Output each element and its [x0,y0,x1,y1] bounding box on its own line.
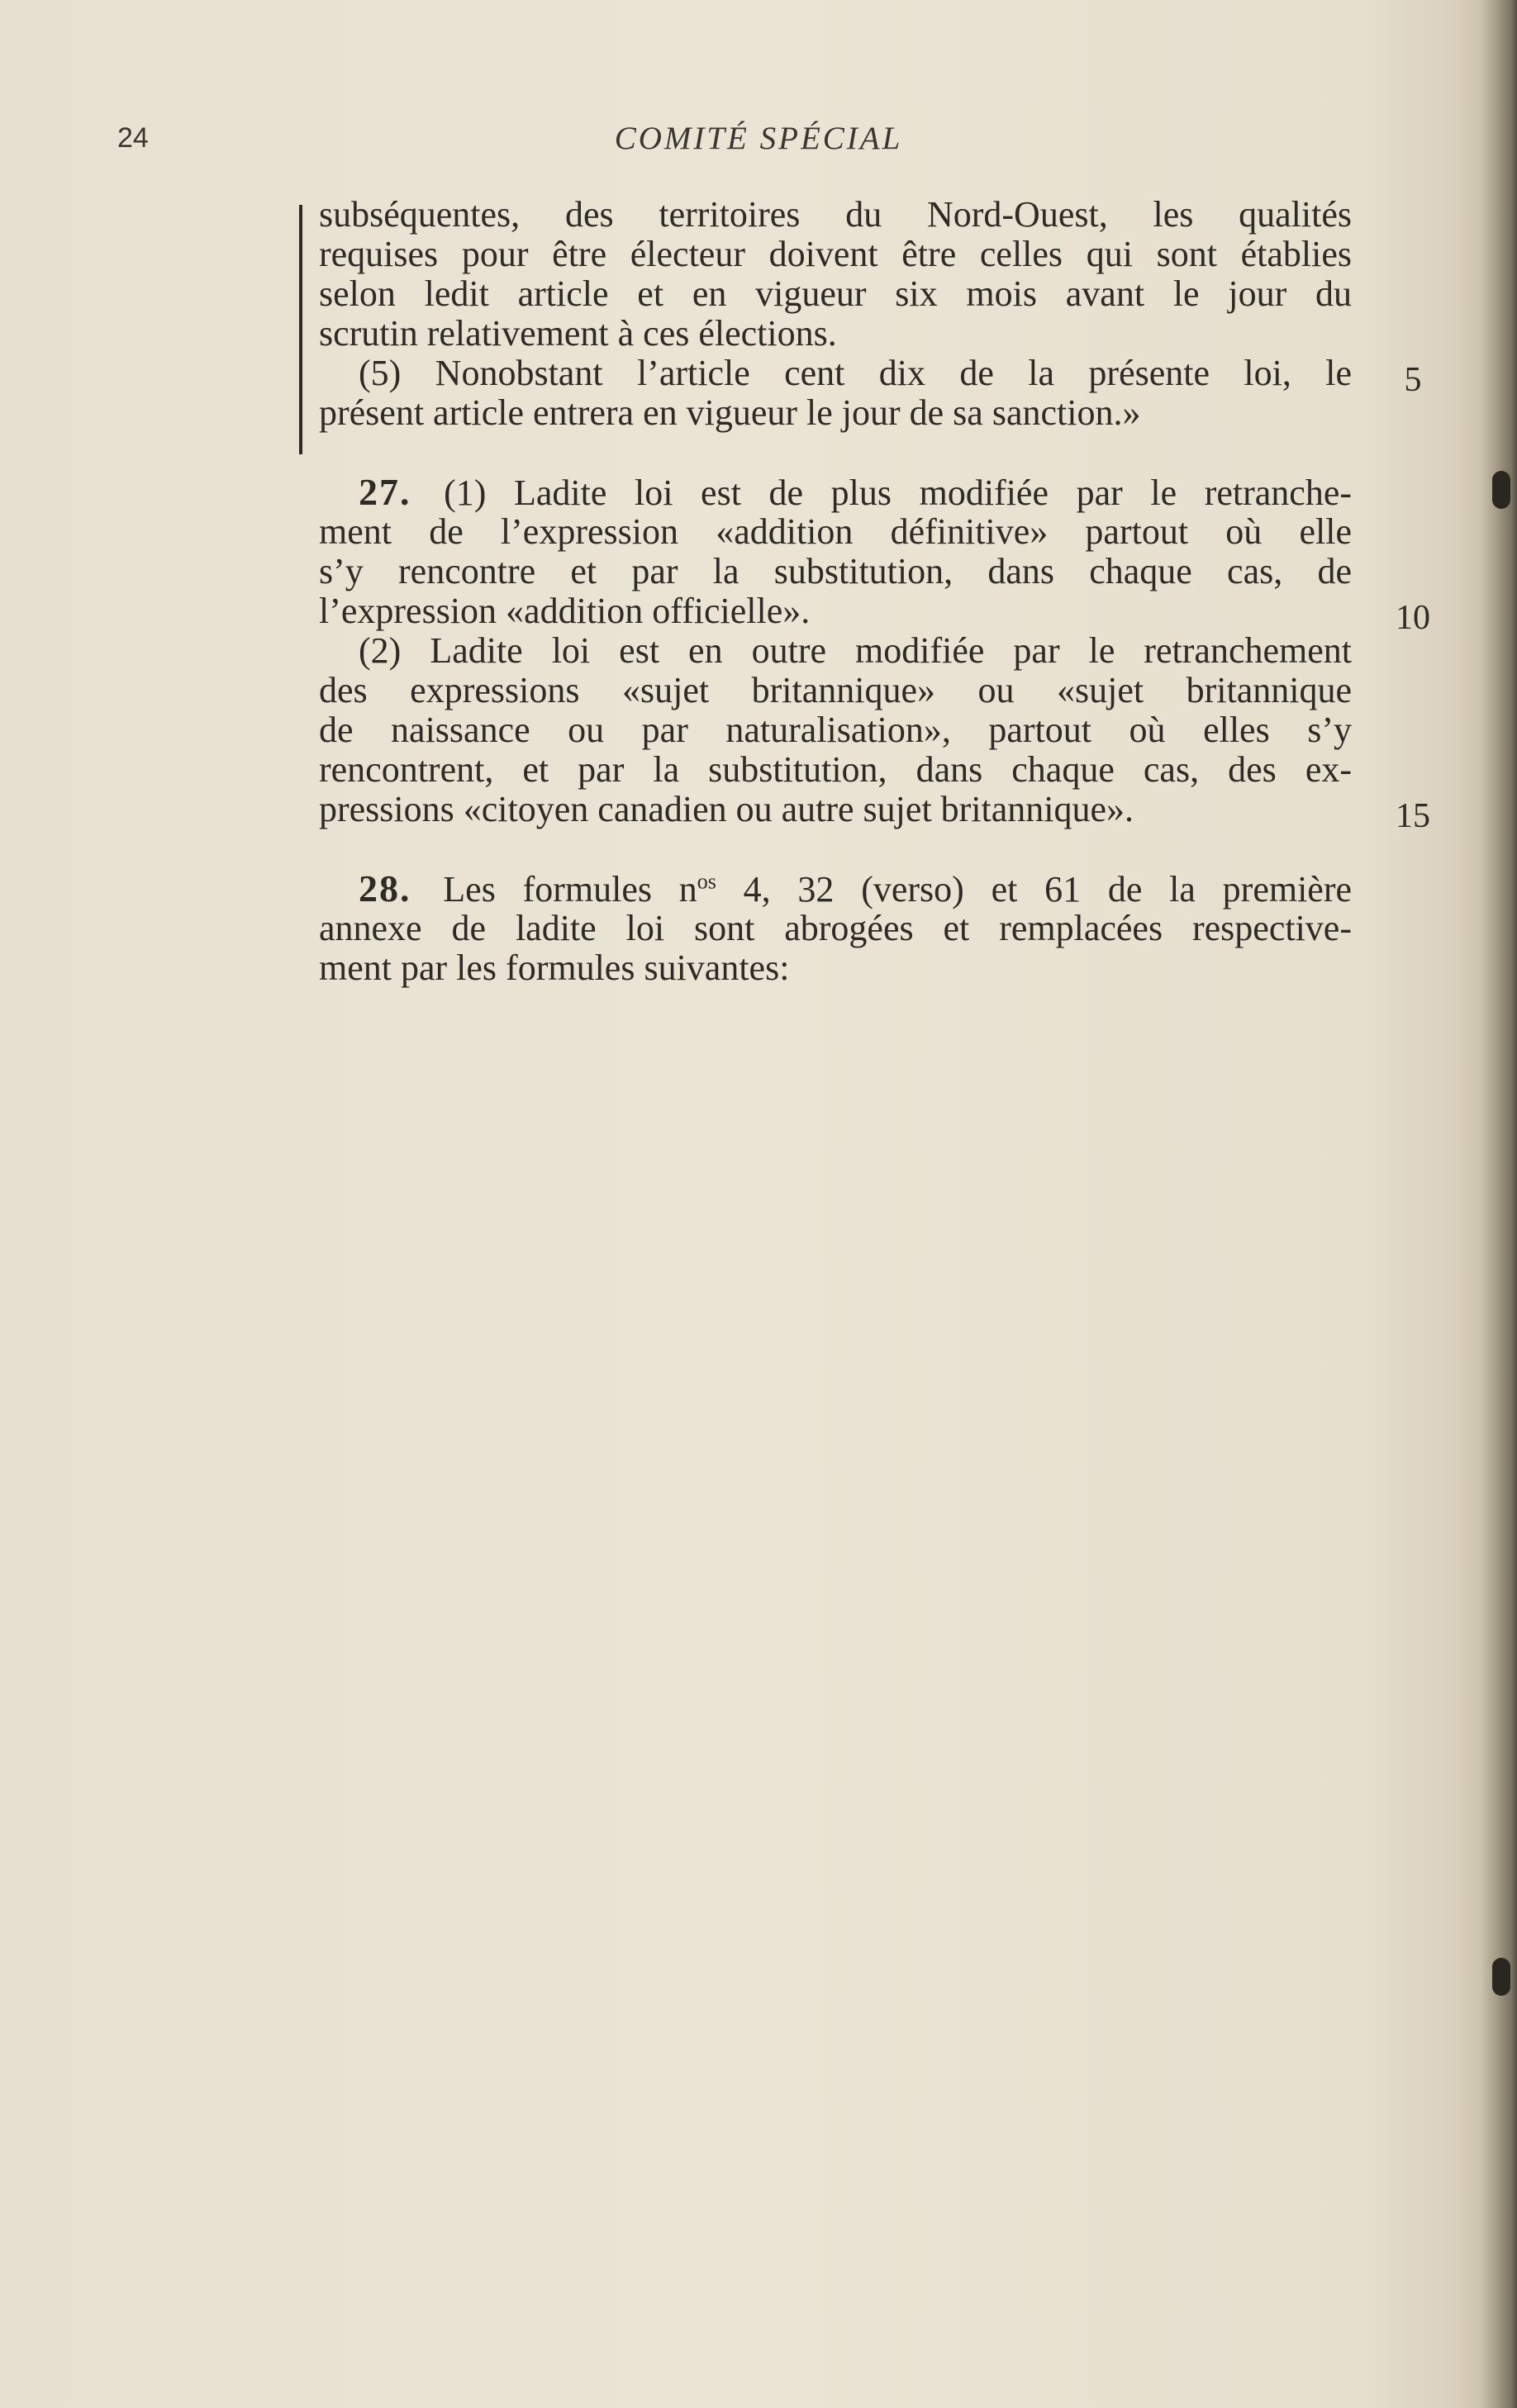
text-fragment: 4, 32 (verso) et 61 de la première [716,869,1353,910]
text-line: requises pour être électeur doivent être celles qui sont établies [319,234,1352,274]
text-line: selon ledit article et en vigueur six mois avant le jour du [319,273,1352,314]
text-line: scrutin relativement à ces élections. [319,313,837,354]
superscript: os [697,869,716,894]
section-27-first-line [319,473,1352,512]
text-line: présent article entrera en vigueur le jour de sa sanction.» [319,392,1141,433]
body-text [319,195,1352,988]
text-line: pressions «citoyen canadien ou autre sujet britannique». [319,789,1134,829]
change-bar [299,205,302,454]
text-line: de naissance ou par naturalisation», partout où elles s’y [319,710,1352,750]
binding-hole-top [1492,471,1510,509]
line-number-10: 10 [1396,599,1430,637]
line-number-15: 15 [1396,797,1430,835]
text-line: rencontrent, et par la substitution, dans chaque cas, des ex- [319,749,1352,790]
section-28-first-line [319,869,1352,909]
text-line: annexe de ladite loi sont abrogées et remplacées respective- [319,908,1352,948]
text-line: s’y rencontre et par la substitution, dans chaque cas, de [319,551,1352,591]
text-line: (2) Ladite loi est en outre modifiée par le retranchement [359,630,1352,671]
text-line: subséquentes, des territoires du Nord-Ouest, les qualités [319,194,1352,235]
text-line: ment de l’expression «addition définitive» partout où elle [319,511,1352,552]
text-fragment: (1) Ladite loi est de plus modifiée par le retranche- [444,473,1353,513]
binding-hole-bottom [1492,1958,1510,1996]
line-number-5: 5 [1404,361,1422,399]
text-line: (5) Nonobstant l’article cent dix de la présente loi, le [359,353,1352,393]
section-number: 28. [359,867,411,910]
page-number: 24 [117,122,149,154]
page-edge-shadow [1481,0,1517,2408]
text-line: ment par les formules suivantes: [319,948,790,988]
text-fragment: Les formules n [443,869,697,910]
text-line: l’expression «addition officielle». [319,591,811,631]
running-head: COMITÉ SPÉCIAL [614,121,903,156]
text-line: des expressions «sujet britannique» ou «sujet britannique [319,670,1352,710]
section-number: 27. [359,471,411,513]
